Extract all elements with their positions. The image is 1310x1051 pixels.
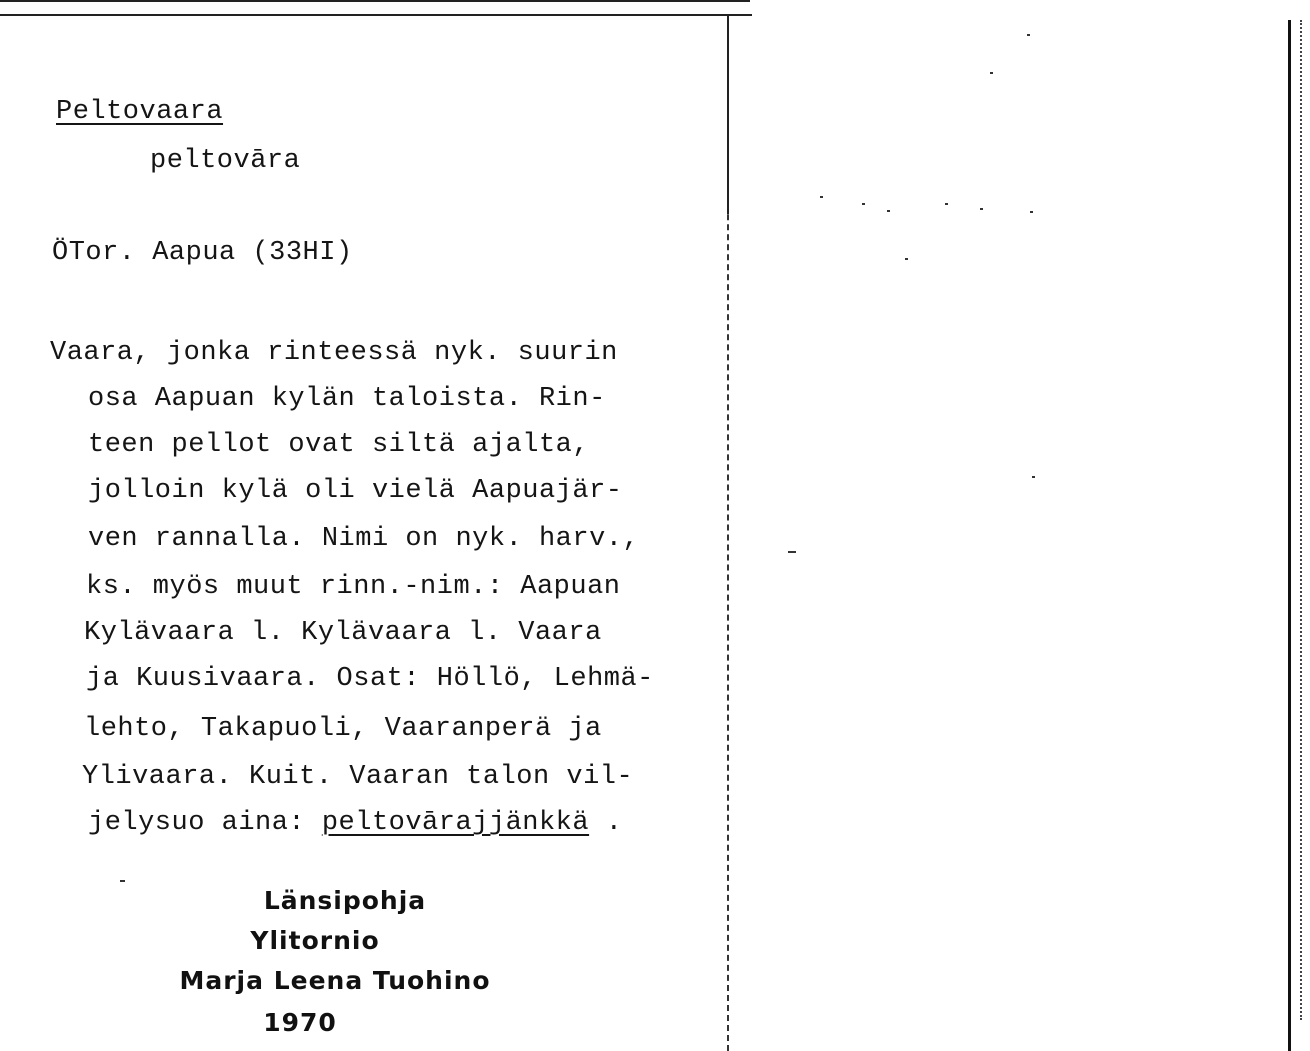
last-line-prefix: jelysuo aina: — [88, 808, 322, 838]
description-line: Ylivaara. Kuit. Vaaran talon vil- — [82, 762, 634, 792]
scan-right-edge — [1288, 20, 1291, 1051]
stamp-collector: Marja Leena Tuohino — [179, 966, 491, 995]
headword: Peltovaara — [56, 97, 224, 127]
card-top-edge — [0, 14, 752, 16]
card-right-edge-solid — [727, 14, 729, 214]
scan-speck — [862, 203, 865, 205]
description-line: Kylävaara l. Kylävaara l. Vaara — [84, 618, 602, 648]
scan-speck — [945, 203, 948, 205]
scan-speck — [788, 551, 796, 553]
location-code: ÖTor. Aapua (33HI) — [52, 238, 353, 268]
stamp-year: 1970 — [263, 1008, 337, 1037]
scan-speck — [905, 258, 908, 260]
description-line: ks. myös muut rinn.-nim.: Aapuan — [86, 572, 621, 602]
description-line: teen pellot ovat siltä ajalta, — [88, 430, 590, 460]
scan-speck — [1027, 34, 1030, 36]
description-line: osa Aapuan kylän taloista. Rin- — [88, 384, 606, 414]
description-line: ja Kuusivaara. Osat: Höllö, Lehmä- — [86, 664, 654, 694]
description-line: jolloin kylä oli vielä Aapuajär- — [88, 476, 623, 506]
top-edge-line — [0, 0, 750, 2]
pronunciation: peltovāra — [150, 146, 301, 176]
scan-speck — [1030, 211, 1033, 213]
stamp-parish: Ylitornio — [250, 926, 380, 955]
scan-speck — [120, 880, 125, 882]
last-line-suffix: . — [589, 808, 623, 838]
scan-speck — [990, 72, 993, 74]
description-line: lehto, Takapuoli, Vaaranperä ja — [84, 714, 602, 744]
dialect-term: peltovārajjänkkä — [321, 808, 590, 838]
scan-speck — [1032, 476, 1035, 478]
scan-right-edge-dotted — [1300, 20, 1302, 1020]
scan-speck — [820, 196, 823, 198]
description-line: ven rannalla. Nimi on nyk. harv., — [88, 524, 640, 554]
scan-speck — [887, 210, 890, 212]
description-line: Vaara, jonka rinteessä nyk. suurin — [50, 338, 618, 368]
scan-speck — [980, 208, 983, 210]
stamp-region: Länsipohja — [263, 886, 427, 915]
description-last-line — [88, 810, 623, 837]
